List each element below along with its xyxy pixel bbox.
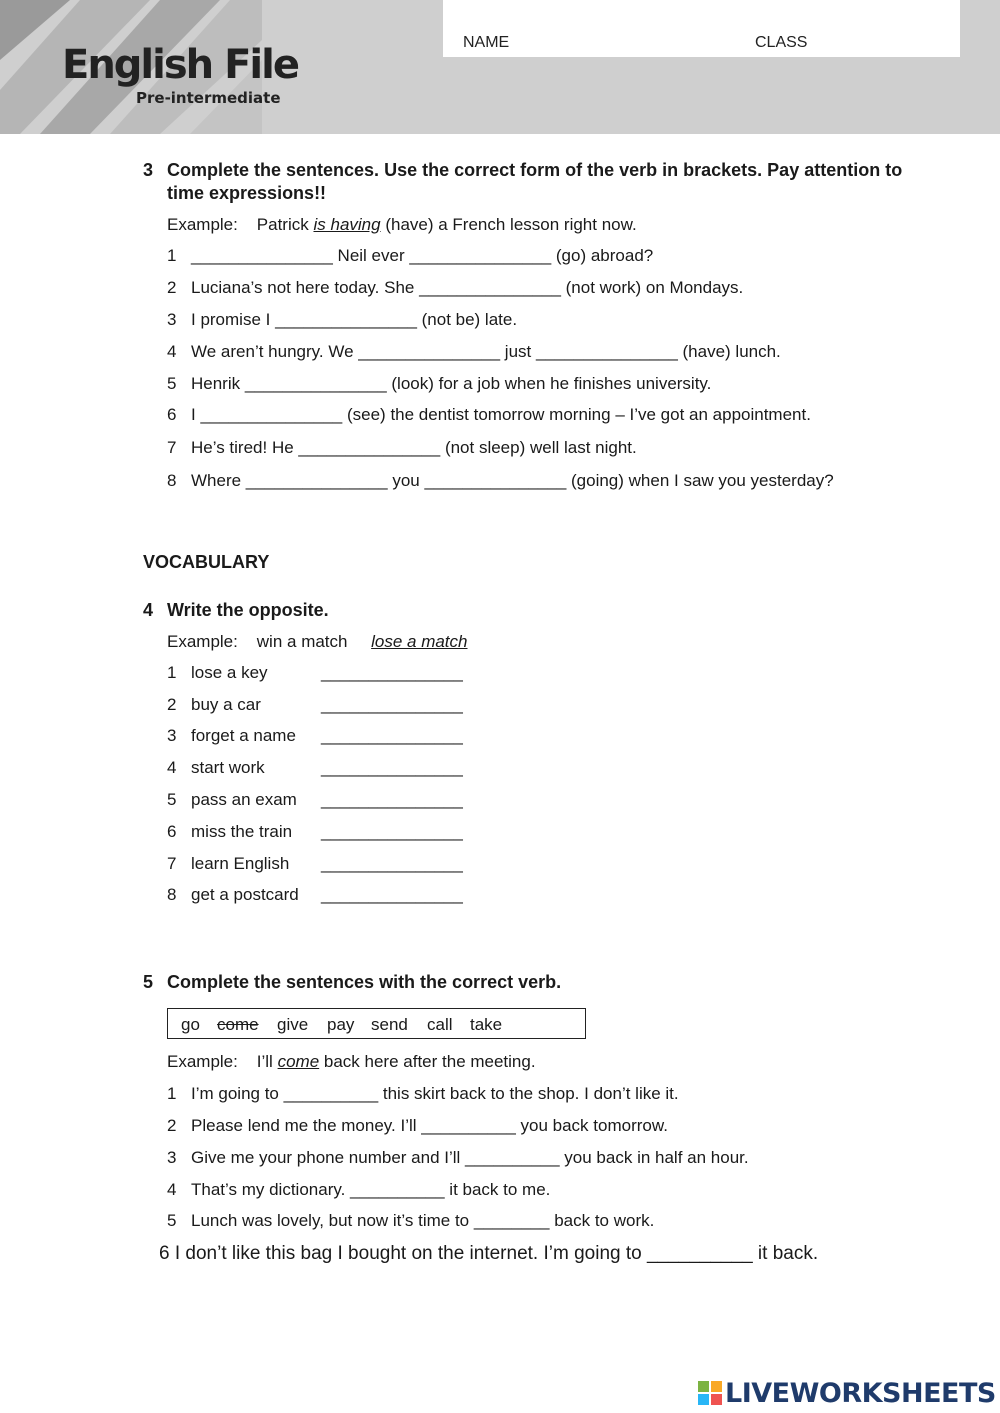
- example-pre: Patrick: [256, 215, 309, 234]
- section3-item: [167, 342, 781, 362]
- word-bank-item: give: [277, 1015, 309, 1034]
- section4-title: Write the opposite.: [167, 600, 329, 620]
- answer-blank[interactable]: _______________: [321, 695, 463, 714]
- item-number: 6: [167, 405, 177, 424]
- item-text: I _______________ (see) the dentist tomorrow morning – I’ve got an appointment.: [191, 405, 811, 424]
- section3-item: [167, 438, 637, 458]
- logo-subtitle: Pre-intermediate: [136, 89, 281, 107]
- logo-title: English File: [62, 42, 298, 88]
- section3-item: [167, 310, 517, 330]
- item-number: 6: [167, 822, 177, 841]
- liveworksheets-brand: LIVEWORKSHEETS: [725, 1378, 996, 1409]
- item-text: Give me your phone number and I’ll __________ you back in half an hour.: [191, 1148, 749, 1167]
- item-word: forget a name: [191, 726, 296, 745]
- answer-blank[interactable]: _______________: [321, 885, 463, 904]
- answer-blank[interactable]: _______________: [321, 758, 463, 777]
- section4-example: [167, 632, 468, 652]
- word-bank-item: go: [181, 1015, 200, 1034]
- item-word: lose a key: [191, 663, 268, 682]
- section5-item: [167, 1211, 654, 1231]
- section4-item: [167, 758, 265, 778]
- item-number: 3: [167, 726, 177, 745]
- example-answer: lose a match: [371, 632, 468, 651]
- item-number: 2: [167, 278, 177, 297]
- section3-item: [167, 471, 834, 491]
- item-text: Please lend me the money. I’ll __________ you back tomorrow.: [191, 1116, 668, 1135]
- example-pre: I’ll: [256, 1052, 273, 1071]
- section5-example: [167, 1052, 536, 1072]
- example-answer: come: [277, 1052, 320, 1071]
- item-number: 7: [167, 438, 177, 457]
- section4-item: [167, 726, 296, 746]
- section4-item: [167, 822, 292, 842]
- item-text: Lunch was lovely, but now it’s time to ________ back to work.: [191, 1211, 655, 1230]
- section5-title: Complete the sentences with the correct verb.: [167, 972, 562, 992]
- item-number: 1: [167, 663, 177, 682]
- item-text: I promise I _______________ (not be) late.: [191, 310, 518, 329]
- section3-example: [167, 215, 637, 235]
- section5-item: [167, 1148, 749, 1168]
- section3-title: Complete the sentences. Use the correct form of the verb in brackets. Pay attention to time expressions!!: [167, 160, 903, 203]
- example-post: (have) a French lesson right now.: [385, 215, 637, 234]
- header-banner: [0, 0, 1000, 134]
- name-label: NAME: [463, 34, 510, 51]
- section5-item: [167, 1084, 679, 1104]
- section4-item: [167, 854, 289, 874]
- word-bank-item-used: come: [217, 1015, 259, 1034]
- item-number: 4: [167, 758, 177, 777]
- word-bank: [167, 1008, 586, 1039]
- item-text: Henrik _______________ (look) for a job when he finishes university.: [191, 374, 712, 393]
- section4-number: 4: [143, 600, 154, 620]
- example-label: Example:: [167, 215, 238, 234]
- class-label: CLASS: [755, 34, 808, 51]
- answer-blank[interactable]: _______________: [321, 726, 463, 745]
- item-text: We aren’t hungry. We _______________ just _______________ (have) lunch.: [191, 342, 781, 361]
- answer-blank[interactable]: _______________: [321, 790, 463, 809]
- name-class-box: [443, 0, 960, 57]
- item-word: buy a car: [191, 695, 261, 714]
- section5-item: [167, 1116, 668, 1136]
- section4-item: [167, 790, 297, 810]
- item-word: learn English: [191, 854, 290, 873]
- example-label: Example:: [167, 1052, 238, 1071]
- item-text: He’s tired! He _______________ (not sleep) well last night.: [191, 438, 637, 457]
- section5-item: [167, 1180, 550, 1200]
- section5-extra-item: 6 I don’t like this bag I bought on the internet. I’m going to __________ it back.: [159, 1243, 819, 1264]
- item-text: Where _______________ you _______________ (going) when I saw you yesterday?: [191, 471, 834, 490]
- section4-item: [167, 695, 261, 715]
- item-number: 3: [167, 310, 177, 329]
- word-bank-item: pay: [327, 1015, 355, 1034]
- section3-item: [167, 374, 711, 394]
- item-number: 5: [167, 790, 177, 809]
- item-number: 4: [167, 1180, 177, 1199]
- word-bank-item: send: [371, 1015, 408, 1034]
- item-word: get a postcard: [191, 885, 299, 904]
- item-number: 2: [167, 695, 177, 714]
- section4-item: [167, 663, 268, 683]
- item-number: 8: [167, 885, 177, 904]
- section3-number: 3: [143, 160, 154, 180]
- example-answer: is having: [313, 215, 381, 234]
- item-text: That’s my dictionary. __________ it back to me.: [191, 1180, 551, 1199]
- liveworksheets-logo-icon: [698, 1381, 722, 1405]
- word-bank-item: call: [427, 1015, 453, 1034]
- example-post: back here after the meeting.: [323, 1052, 536, 1071]
- section3-item: [167, 405, 811, 425]
- item-text: Luciana’s not here today. She _______________ (not work) on Mondays.: [191, 278, 744, 297]
- item-number: 7: [167, 854, 177, 873]
- item-text: I’m going to __________ this skirt back to the shop. I don’t like it.: [191, 1084, 679, 1103]
- item-number: 2: [167, 1116, 177, 1135]
- word-bank-item: take: [470, 1015, 503, 1034]
- item-word: pass an exam: [191, 790, 297, 809]
- answer-blank[interactable]: _______________: [321, 854, 463, 873]
- vocabulary-heading: VOCABULARY: [143, 552, 270, 572]
- item-number: 1: [167, 246, 177, 265]
- item-number: 1: [167, 1084, 177, 1103]
- item-text: _______________ Neil ever _______________ (go) abroad?: [191, 246, 654, 265]
- section5-number: 5: [143, 972, 154, 992]
- item-number: 4: [167, 342, 177, 361]
- section3-item: [167, 246, 653, 266]
- answer-blank[interactable]: _______________: [321, 822, 463, 841]
- example-word: win a match: [256, 632, 348, 651]
- item-word: start work: [191, 758, 265, 777]
- item-number: 5: [167, 1211, 177, 1230]
- item-number: 3: [167, 1148, 177, 1167]
- example-label: Example:: [167, 632, 238, 651]
- answer-blank[interactable]: _______________: [321, 663, 463, 682]
- section3-item: [167, 278, 743, 298]
- section4-item: [167, 885, 299, 905]
- item-number: 5: [167, 374, 177, 393]
- item-number: 8: [167, 471, 177, 490]
- item-word: miss the train: [191, 822, 293, 841]
